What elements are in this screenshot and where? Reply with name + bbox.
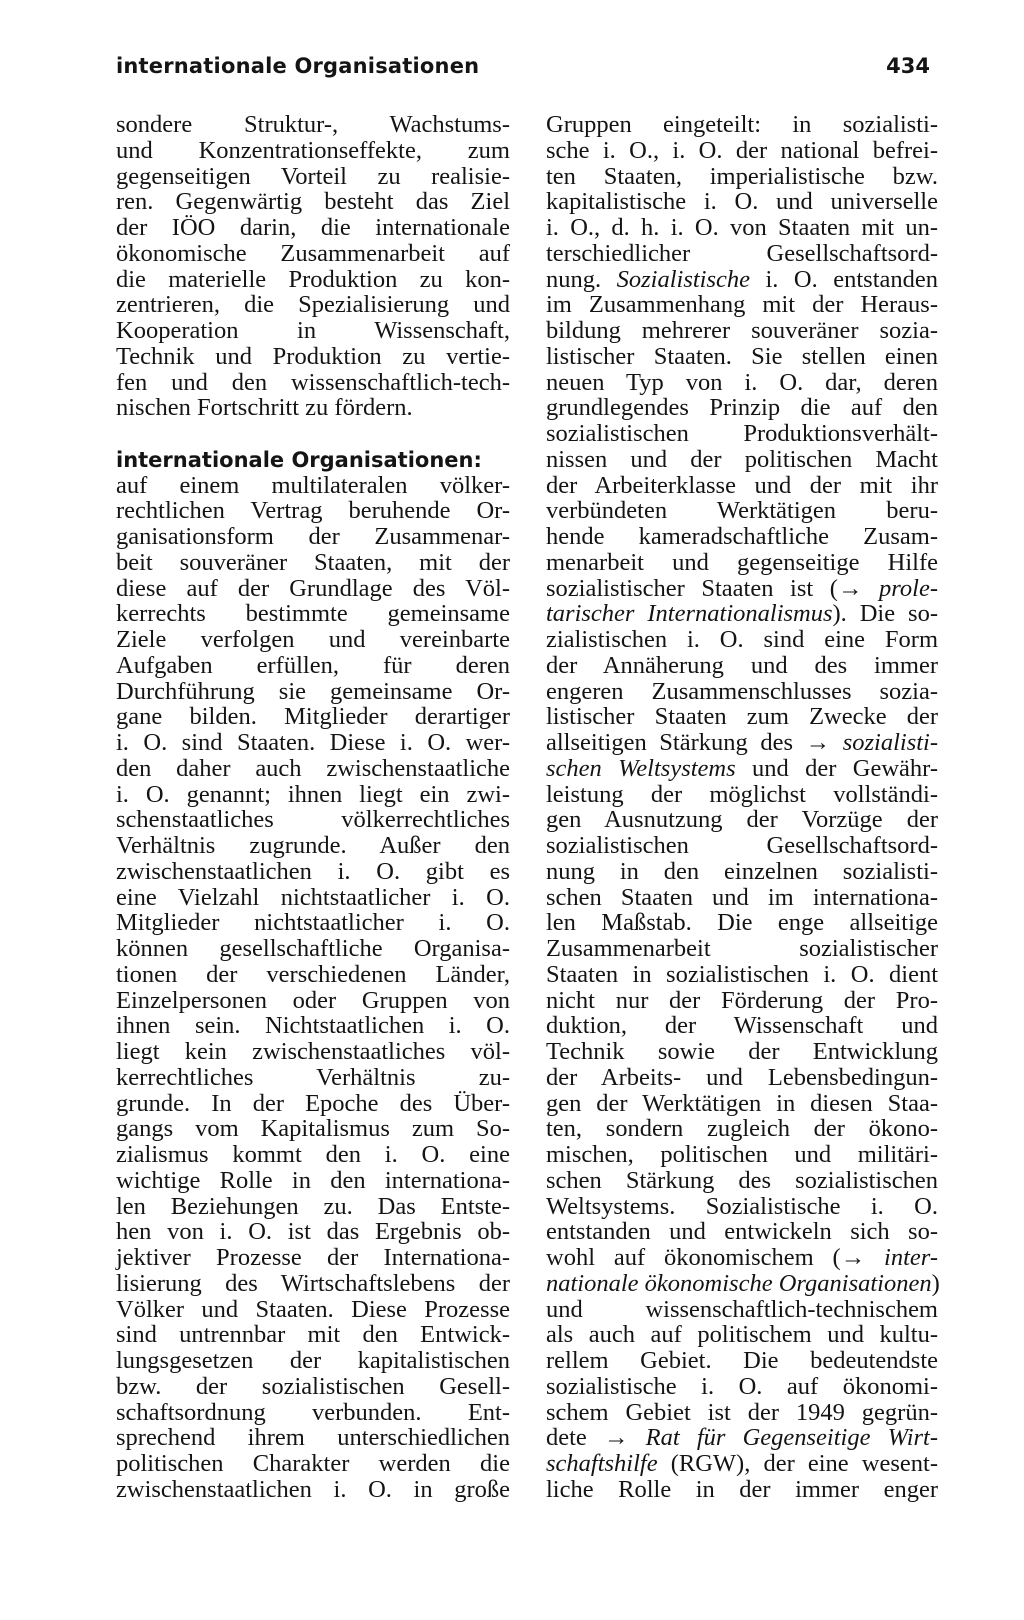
text-line [546, 1168, 938, 1194]
text-segment: ren. Gegenwärtig besteht das Ziel [116, 188, 510, 216]
text-line [546, 1348, 938, 1374]
text-segment: zwischenstaatlichen i. O. in große [116, 1475, 510, 1503]
text-line [116, 988, 510, 1014]
text-segment: gangs vom Kapitalismus zum So- [116, 1115, 510, 1143]
text-line [116, 370, 510, 396]
text-segment: als auch auf politischem und kultu- [546, 1321, 938, 1349]
text-line [546, 1477, 938, 1503]
text-segment: i. O. genannt; ihnen liegt ein zwi- [116, 780, 510, 808]
text-line [546, 395, 938, 421]
text-segment: i. O. entstanden [750, 265, 939, 293]
text-line [546, 936, 938, 962]
text-segment: i. O., d. h. i. O. von Staaten mit un- [546, 214, 938, 241]
text-segment: rechtlichen Vertrag beruhende Or- [116, 497, 510, 525]
text-segment: sondere Struktur-, Wachstums- [116, 111, 510, 138]
cross-reference: schaftshilfe [546, 1450, 658, 1477]
text-line [116, 962, 510, 988]
text-segment: engeren Zusammenschlusses sozia- [546, 677, 938, 705]
text-line [546, 1194, 938, 1220]
text-segment: fen und den wissenschaftlich-tech- [116, 368, 510, 396]
text-segment: nicht nur der Förderung der Pro- [546, 986, 938, 1014]
text-segment: gane bilden. Mitglieder derartiger [116, 703, 510, 731]
text-line [116, 679, 510, 705]
text-segment: nung. [546, 265, 617, 293]
text-segment: zialistischen i. O. sind eine Form [546, 626, 938, 653]
text-segment: rellem Gebiet. Die bedeutendste [546, 1347, 938, 1374]
text-segment: Technik und Produktion zu vertie- [116, 342, 510, 370]
text-line [546, 1116, 938, 1142]
text-line [116, 1271, 510, 1297]
text-segment: beit souveräner Staaten, mit der [116, 548, 510, 576]
text-segment: und der Gewähr- [735, 754, 938, 782]
text-segment: politischen Charakter werden die [116, 1450, 510, 1477]
text-line [546, 627, 938, 653]
text-line [116, 756, 510, 782]
text-segment: Technik sowie der Entwicklung [546, 1038, 938, 1065]
left-column [116, 112, 510, 1503]
text-line [546, 524, 938, 550]
text-segment: nischen Fortschritt zu fördern. [116, 394, 413, 422]
text-line [546, 1065, 938, 1091]
text-line [116, 704, 510, 730]
text-line [116, 395, 510, 421]
text-segment: Gruppen eingeteilt: in sozialisti- [546, 111, 938, 138]
text-line [116, 1297, 510, 1323]
text-segment: len Beziehungen zu. Das Entste- [116, 1192, 510, 1220]
text-line [116, 1374, 510, 1400]
text-segment: listischer Staaten zum Zwecke der [546, 703, 938, 731]
text-segment: ihnen sein. Nichtstaatlichen i. O. [116, 1012, 510, 1040]
text-segment: den daher auch zwischenstaatliche [116, 754, 510, 782]
text-segment: nung in den einzelnen sozialisti- [546, 857, 938, 885]
text-segment: der Arbeits- und Lebensbedingun- [546, 1063, 938, 1091]
text-line [116, 215, 510, 241]
text-line [546, 1219, 938, 1245]
text-line [116, 318, 510, 344]
text-segment: liche Rolle in der immer enger [546, 1475, 938, 1503]
text-line [116, 498, 510, 524]
cross-reference: inter- [884, 1244, 938, 1271]
text-line [546, 447, 938, 473]
text-segment: menarbeit und gegenseitige Hilfe [546, 548, 938, 576]
text-line [116, 627, 510, 653]
text-line [546, 292, 938, 318]
text-line [546, 859, 938, 885]
text-line [116, 473, 510, 499]
cross-reference: schen Weltsystems [546, 754, 736, 782]
text-segment: Weltsystems. Sozialistische i. O. [546, 1192, 938, 1220]
text-segment: sozialistischer Staaten ist (→ [546, 574, 880, 602]
text-line [546, 807, 938, 833]
text-segment: duktion, der Wissenschaft und [546, 1012, 938, 1040]
text-segment: allseitigen Stärkung des → [546, 729, 843, 756]
text-line [116, 601, 510, 627]
text-segment: nissen und der politischen Macht [546, 445, 938, 473]
cross-reference: Rat für Gegenseitige Wirt- [645, 1424, 939, 1452]
text-line [546, 730, 938, 756]
text-segment: leistung der möglichst vollständi- [546, 780, 938, 808]
text-line [546, 267, 938, 293]
text-line [116, 1194, 510, 1220]
text-segment: gen der Werktätigen in diesen Staa- [546, 1089, 938, 1117]
text-line [116, 576, 510, 602]
text-segment: (RGW), der eine wesent- [657, 1450, 938, 1477]
text-line [116, 241, 510, 267]
text-line [116, 1065, 510, 1091]
text-segment: verbündeten Werktätigen beru- [546, 497, 938, 525]
text-line [546, 1013, 938, 1039]
text-line [546, 1142, 938, 1168]
right-column [546, 112, 938, 1503]
text-segment: kapitalistische i. O. und universelle [546, 188, 938, 216]
text-line [546, 498, 938, 524]
text-segment: Mitglieder nichtstaatlicher i. O. [116, 909, 510, 937]
text-line [546, 885, 938, 911]
text-line [116, 1400, 510, 1426]
text-line [546, 370, 938, 396]
text-segment: der Annäherung und des immer [546, 651, 938, 679]
text-line [116, 524, 510, 550]
text-line [116, 910, 510, 936]
text-segment: tionen der verschiedenen Länder, [116, 960, 510, 988]
text-segment: kerrechts bestimmte gemeinsame [116, 600, 510, 628]
text-line [546, 782, 938, 808]
text-segment: lungsgesetzen der kapitalistischen [116, 1347, 510, 1374]
text-line [546, 138, 938, 164]
paragraph-gap [116, 421, 510, 447]
text-line [546, 1091, 938, 1117]
text-segment: sprechend ihrem unterschiedlichen [116, 1424, 510, 1452]
text-line [116, 1348, 510, 1374]
text-line [116, 782, 510, 808]
text-line [546, 1400, 938, 1426]
entry-headword: internationale Organisationen: [116, 447, 482, 472]
text-segment: sozialistischen Produktionsverhält- [546, 420, 938, 447]
text-segment: liegt kein zwischenstaatliches völ- [116, 1038, 510, 1065]
text-line [546, 1271, 938, 1297]
text-segment: schen Staaten und im internationa- [546, 883, 938, 911]
text-segment: der IÖO darin, die internationale [116, 214, 510, 241]
text-line [116, 833, 510, 859]
page-number: 434 [886, 54, 930, 78]
text-line [546, 112, 938, 138]
text-segment: mischen, politischen und militäri- [546, 1141, 938, 1168]
text-segment: bzw. der sozialistischen Gesell- [116, 1372, 510, 1400]
text-line [116, 1425, 510, 1451]
text-line [116, 344, 510, 370]
text-segment: dete → [546, 1424, 646, 1452]
text-segment: ganisationsform der Zusammenar- [116, 523, 510, 550]
text-segment: grunde. In der Epoche des Über- [116, 1089, 510, 1117]
text-segment: ten Staaten, imperialistische bzw. [546, 162, 938, 190]
text-line [546, 164, 938, 190]
text-line [546, 1322, 938, 1348]
text-segment: Verhältnis zugrunde. Außer den [116, 832, 510, 859]
text-line [116, 550, 510, 576]
text-line [116, 1219, 510, 1245]
cross-reference: nationale ökonomische Organisationen [546, 1269, 932, 1297]
text-segment: sind untrennbar mit den Entwick- [116, 1321, 510, 1349]
text-line [116, 936, 510, 962]
text-segment: Durchführung sie gemeinsame Or- [116, 677, 510, 705]
text-line [116, 1245, 510, 1271]
text-segment: grundlegendes Prinzip die auf den [546, 394, 938, 422]
text-line [116, 1039, 510, 1065]
text-line [116, 164, 510, 190]
text-line [546, 421, 938, 447]
text-segment: schaftsordnung verbunden. Ent- [116, 1398, 510, 1426]
text-segment: der Arbeiterklasse und der mit ihr [546, 471, 938, 499]
text-segment: neuen Typ von i. O. dar, deren [546, 368, 938, 396]
text-line [546, 756, 938, 782]
text-line [546, 988, 938, 1014]
text-line [116, 730, 510, 756]
text-line [116, 447, 510, 473]
text-line [116, 138, 510, 164]
text-segment: Völker und Staaten. Diese Prozesse [116, 1295, 510, 1323]
text-segment: gegenseitigen Vorteil zu realisie- [116, 162, 510, 190]
text-line [116, 292, 510, 318]
text-segment: bildung mehrerer souveräner sozia- [546, 317, 938, 344]
text-segment: Staaten in sozialistischen i. O. dient [546, 960, 938, 988]
text-segment: kerrechtliches Verhältnis zu- [116, 1063, 510, 1091]
text-segment: schenstaatliches völkerrechtliches [116, 806, 510, 834]
text-segment: schem Gebiet ist der 1949 gegrün- [546, 1398, 938, 1426]
text-line [546, 653, 938, 679]
text-segment: entstanden und entwickeln sich so- [546, 1218, 938, 1246]
text-segment: die materielle Produktion zu kon- [116, 265, 510, 293]
text-line [546, 473, 938, 499]
text-segment: wohl auf ökonomischem (→ [546, 1244, 885, 1271]
text-line [546, 679, 938, 705]
text-segment: auf einem multilateralen völker- [116, 471, 510, 499]
text-segment: und wissenschaftlich-technischem [546, 1295, 938, 1323]
running-head: internationale Organisationen [116, 54, 480, 78]
text-segment: ). Die so- [832, 600, 938, 628]
text-segment: im Zusammenhang mit der Heraus- [546, 291, 938, 319]
text-segment: ten, sondern zugleich der ökono- [546, 1115, 938, 1143]
text-line [116, 1322, 510, 1348]
text-line [116, 859, 510, 885]
text-segment: sozialistischen Gesellschaftsord- [546, 832, 938, 859]
cross-reference: Sozialistische [616, 265, 751, 293]
text-line [546, 1425, 938, 1451]
text-line [116, 267, 510, 293]
text-segment: zialismus kommt den i. O. eine [116, 1141, 510, 1168]
text-line [546, 601, 938, 627]
text-line [546, 189, 938, 215]
text-segment: und Konzentrationseffekte, zum [116, 136, 510, 164]
text-line [546, 550, 938, 576]
text-line [546, 1039, 938, 1065]
text-line [116, 1013, 510, 1039]
text-segment: können gesellschaftliche Organisa- [116, 935, 510, 962]
text-line [116, 1477, 510, 1503]
text-segment: sozialistische i. O. auf ökonomi- [546, 1372, 938, 1400]
text-segment: gen Ausnutzung der Vorzüge der [546, 806, 938, 834]
text-line [116, 653, 510, 679]
cross-reference: sozialisti- [842, 729, 938, 756]
text-line [116, 885, 510, 911]
text-line [546, 910, 938, 936]
text-segment: i. O. sind Staaten. Diese i. O. wer- [116, 729, 510, 756]
cross-reference: prole- [879, 574, 938, 602]
text-line [546, 962, 938, 988]
text-segment: terschiedlicher Gesellschaftsord- [546, 239, 938, 267]
text-segment: ) [931, 1269, 940, 1297]
text-line [116, 1451, 510, 1477]
text-line [546, 1297, 938, 1323]
text-line [546, 1451, 938, 1477]
text-line [546, 1245, 938, 1271]
text-line [116, 112, 510, 138]
text-segment: jektiver Prozesse der Internationa- [116, 1244, 510, 1271]
text-segment: ökonomische Zusammenarbeit auf [116, 239, 510, 267]
text-line [116, 189, 510, 215]
text-line [546, 704, 938, 730]
text-segment: sche i. O., i. O. der national befrei- [546, 136, 938, 164]
text-segment: zwischenstaatlichen i. O. gibt es [116, 857, 510, 885]
text-segment: Kooperation in Wissenschaft, [116, 317, 510, 344]
text-segment: eine Vielzahl nichtstaatlicher i. O. [116, 883, 510, 911]
text-segment: wichtige Rolle in den internationa- [116, 1166, 510, 1194]
text-segment: schen Stärkung des sozialistischen [546, 1166, 938, 1194]
text-line [546, 833, 938, 859]
text-segment: Zusammenarbeit sozialistischer [546, 935, 938, 962]
text-line [116, 1168, 510, 1194]
text-line [116, 1142, 510, 1168]
text-segment: Einzelpersonen oder Gruppen von [116, 986, 510, 1014]
text-segment: len Maßstab. Die enge allseitige [546, 909, 938, 937]
text-segment: hen von i. O. ist das Ergebnis ob- [116, 1218, 510, 1246]
text-line [116, 1091, 510, 1117]
text-segment: lisierung des Wirtschaftslebens der [116, 1269, 510, 1297]
text-line [116, 1116, 510, 1142]
text-line [546, 241, 938, 267]
text-line [116, 807, 510, 833]
text-line [546, 344, 938, 370]
text-line [546, 576, 938, 602]
text-segment: Aufgaben erfüllen, für deren [116, 651, 510, 679]
text-line [546, 318, 938, 344]
text-line [546, 1374, 938, 1400]
text-line [546, 215, 938, 241]
cross-reference: tarischer Internationalismus [546, 600, 833, 628]
text-segment: zentrieren, die Spezialisierung und [116, 291, 510, 319]
page-header [116, 54, 930, 90]
text-segment: diese auf der Grundlage des Völ- [116, 574, 510, 602]
text-segment: hende kameradschaftliche Zusam- [546, 523, 938, 550]
text-segment: listischer Staaten. Sie stellen einen [546, 342, 938, 370]
text-segment: Ziele verfolgen und vereinbarte [116, 626, 510, 653]
